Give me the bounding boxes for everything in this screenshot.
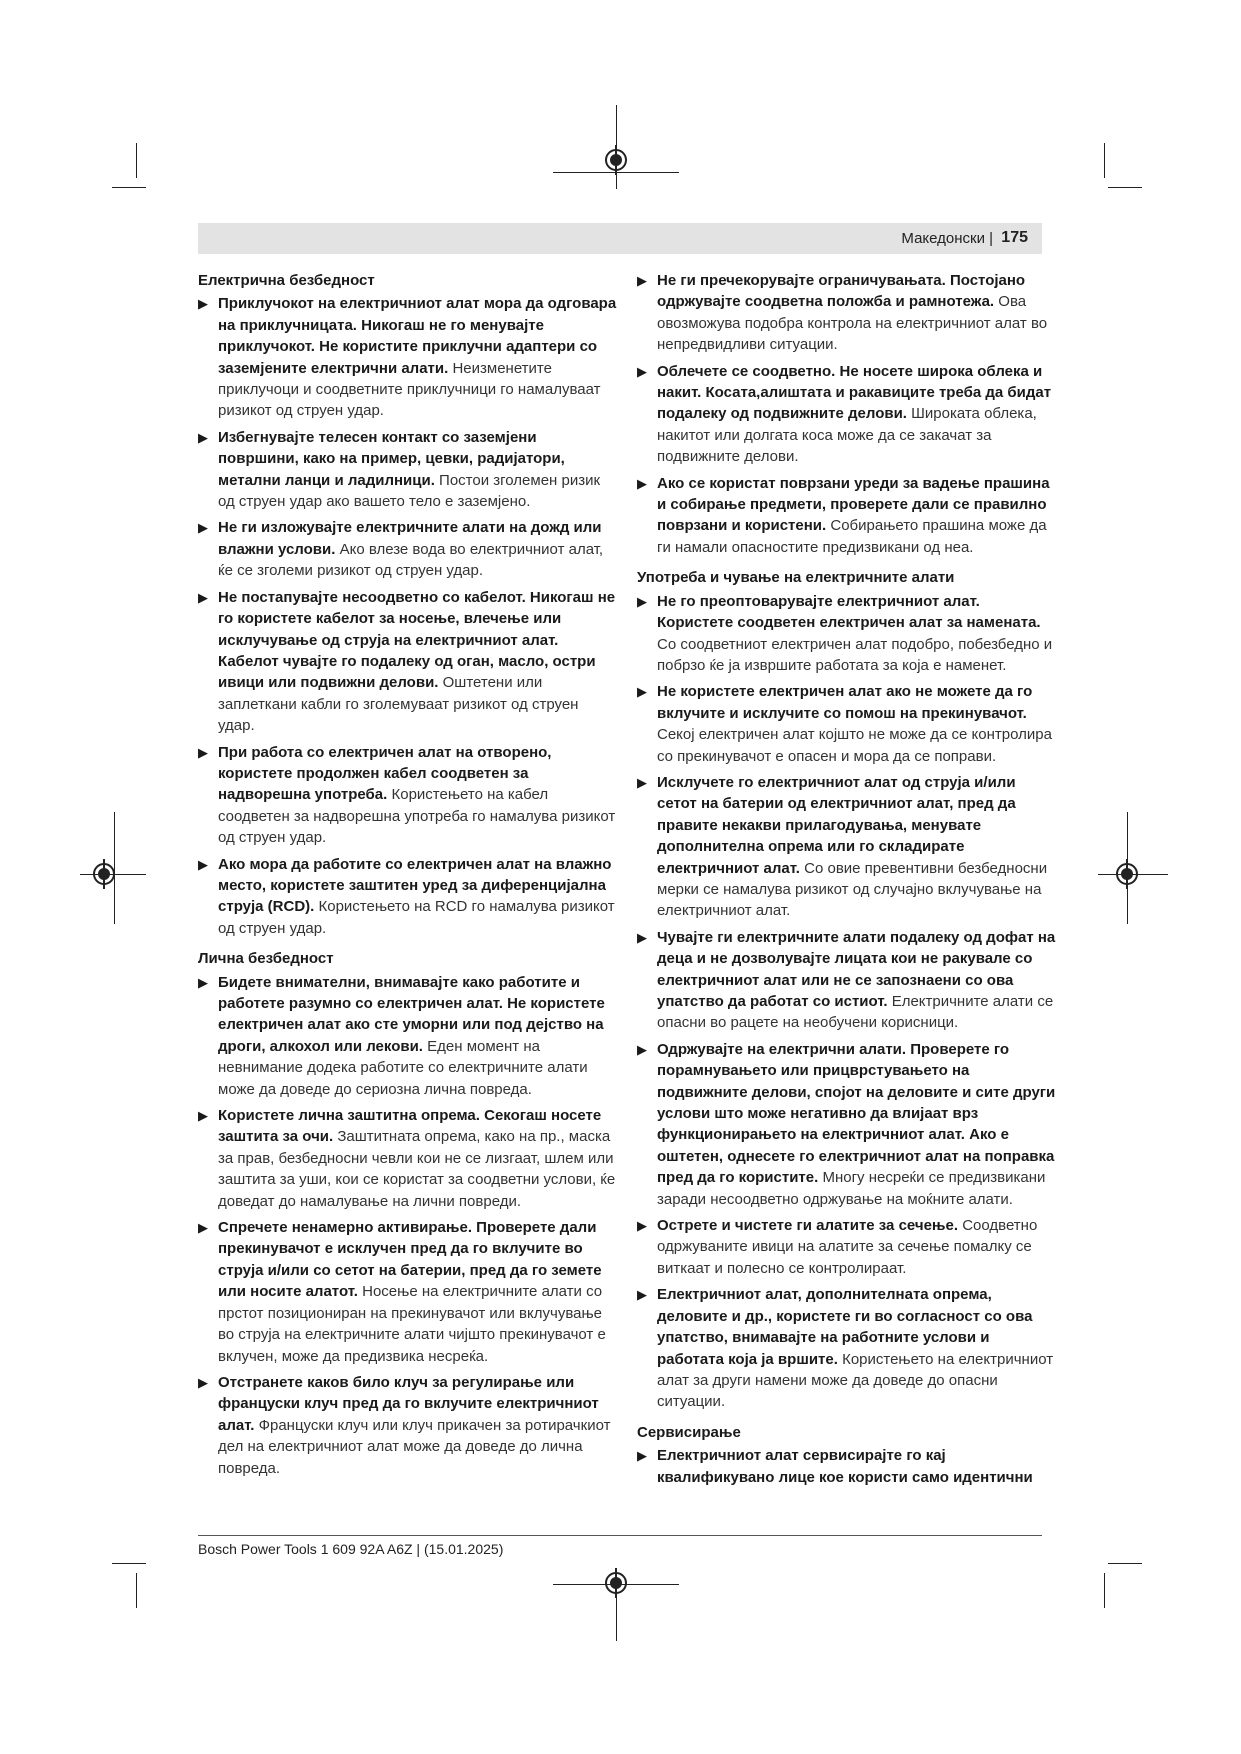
list-item — [637, 1445, 1057, 1488]
item-instruction: Не ги пречекорувајте ограничувањата. Постојано одржувајте соодветна положба и рамнотежа. — [657, 272, 1026, 311]
item-instruction: Не ги изложувајте електричните алати на дожд или влажни услови. — [218, 519, 602, 558]
bullet-arrow-icon: ▶ — [637, 273, 647, 288]
crop-mark — [1108, 1563, 1142, 1564]
item-instruction: Бидете внимателни, внимавајте како работите и работете разумно со електричен алат. Не користете електричен алат ако сте уморни или под дејство на дроги, алкохол или лекови. — [218, 973, 605, 1055]
left-column — [198, 270, 618, 1484]
list-item — [198, 1105, 618, 1212]
list-item — [637, 927, 1057, 1034]
item-instruction: Отстранете каков било клуч за регулирање или француски клуч пред да го вклучите електричниот алат. — [218, 1373, 599, 1434]
crop-mark — [1104, 1573, 1105, 1608]
header-separator: | — [989, 230, 993, 247]
registration-target-icon — [605, 149, 627, 171]
item-explanation: Соодветно одржуваните ивици на алатите за сечење помалку се виткаат и полесно се контролираат. — [657, 1217, 1038, 1277]
item-instruction: При работа со електричен алат на отворено, користете продолжен кабел соодветен за надворешна употреба. — [218, 743, 552, 804]
item-explanation: Многу несреќи се предизвикани заради несоодветно одржување на моќните алати. — [657, 1169, 1046, 1208]
list-item — [637, 473, 1057, 559]
list-item — [198, 517, 618, 581]
list-item — [637, 681, 1057, 767]
registration-target-icon — [605, 1572, 627, 1594]
item-explanation: Со соодветниот електричен алат подобро, побезбедно и побрзо ќе ја извршите работата за која е наменет. — [657, 635, 1053, 674]
item-instruction: Електричниот алат, дополнителната опрема, деловите и др., користете ги во согласност со ова упатство, внимавајте на работните услови и работата која ја вршите. — [657, 1286, 1033, 1368]
crop-mark — [112, 1563, 146, 1564]
bullet-arrow-icon: ▶ — [198, 520, 208, 536]
list-item — [198, 742, 618, 849]
bullet-arrow-icon: ▶ — [637, 774, 647, 790]
bullet-arrow-icon: ▶ — [637, 1218, 647, 1234]
bullet-arrow-icon: ▶ — [198, 744, 208, 760]
list-item — [198, 427, 618, 513]
bullet-arrow-icon: ▶ — [637, 363, 647, 379]
item-explanation: Електричните алати се опасни во рацете на необучени корисници. — [657, 993, 1054, 1032]
item-instruction: Не користете електричен алат ако не можете да го вклучите и исклучите со помош на прекинувачот. — [657, 683, 1033, 722]
item-instruction: Електричниот алат сервисирајте го кај квалификувано лице кое користи само идентични — [657, 1447, 1033, 1486]
footer-rule — [198, 1535, 1042, 1536]
crop-mark — [136, 1573, 137, 1608]
item-explanation: Неизменетите приклучоци и соодветните приклучници го намалуваат ризикот од струен удар. — [218, 359, 601, 420]
section-heading: Сервисирање — [637, 1423, 741, 1441]
list-item — [198, 1372, 618, 1479]
crop-mark — [136, 143, 137, 178]
bullet-arrow-icon: ▶ — [637, 1287, 647, 1303]
header-language: Македонски — [901, 230, 985, 247]
list-item — [198, 587, 618, 737]
section-heading: Употреба и чување на електричните алати — [637, 569, 955, 587]
crop-mark — [1104, 143, 1105, 178]
item-instruction: Облечете се соодветно. Не носете широка облека и накит. Косата,алиштата и ракавиците треба да бидат подалеку од подвижните делови. — [657, 362, 1052, 423]
registration-line — [114, 812, 115, 924]
item-instruction: Користете лична заштитна опрема. Секогаш носете заштита за очи. — [218, 1107, 602, 1146]
item-explanation: Со овие превентивни безбедносни мерки се намалува ризикот од случајно вклучување на електричниот алат. — [657, 859, 1048, 920]
item-explanation: Собирањето прашина може да ги намали опасностите предизвикани од неа. — [657, 517, 1047, 556]
list-item — [198, 1217, 618, 1367]
item-instruction: Чувајте ги електричните алати подалеку од дофат на деца и не дозволувајте лицата кои не ракувале со електричниот алат или не се запознаени со ова упатство да работат со истиот. — [657, 928, 1056, 1010]
item-instruction: Избегнувајте телесен контакт со заземјени површини, како на пример, цевки, радијатори, метални ланци и ладилници. — [218, 428, 565, 489]
registration-target-icon — [93, 863, 115, 885]
bullet-arrow-icon: ▶ — [637, 1041, 647, 1057]
item-explanation: Користењето на електричниот алат за други намени може да доведе до опасни ситуации. — [657, 1350, 1054, 1411]
list-item — [637, 591, 1057, 677]
item-explanation: Користењето на RCD го намалува ризикот од струен удар. — [218, 898, 615, 937]
list-item — [198, 972, 618, 1100]
page-header — [198, 223, 1042, 254]
item-explanation: Оштетени или заплеткани кабли го зголемуваат ризикот од струен удар. — [218, 674, 579, 735]
item-instruction: Не постапувајте несоодветно со кабелот. Никогаш не го користете кабелот за носење, влечење или исклучување од струја на електричниот алат. Кабелот чувајте го подалеку од оган, масло, остри ивици или подвижни делови. — [218, 588, 616, 692]
item-explanation: Еден момент на невнимание додека работите со електричните алати може да доведе до сериозна лична повреда. — [218, 1037, 588, 1098]
bullet-arrow-icon: ▶ — [198, 1374, 208, 1390]
list-item — [637, 1284, 1057, 1412]
item-instruction: Острете и чистете ги алатите за сечење. — [657, 1217, 959, 1235]
item-explanation: Носење на електричните алати со прстот позициониран на прекинувачот или вклучување во струја на електричните алати чијшто прекинувачот е вклучен, може да предизвика несреќа. — [218, 1283, 606, 1365]
list-item — [637, 1215, 1057, 1279]
item-explanation: Француски клуч или клуч прикачен за ротирачкиот дел на електричниот алат може да доведе до лична повреда. — [218, 1416, 611, 1477]
item-explanation: Користењето на кабел соодветен за надворешна употреба го намалува ризикот од струен удар. — [218, 786, 616, 847]
bullet-arrow-icon: ▶ — [637, 475, 647, 491]
item-instruction: Исклучете го електричниот алат од струја и/или сетот на батерии од електричниот алат, пред да правите некакви прилагодувања, менувате дополнителна опрема или го складирате електричниот алат. — [657, 773, 1016, 877]
list-item — [637, 270, 1057, 356]
footer-text: Bosch Power Tools 1 609 92A A6Z | (15.01.2025) — [198, 1541, 504, 1557]
list-item — [198, 854, 618, 940]
item-instruction: Ако мора да работите со електричен алат на влажно место, користете заштитен уред за диференцијална струја (RCD). — [218, 855, 612, 916]
bullet-arrow-icon: ▶ — [198, 1108, 208, 1124]
list-item — [637, 772, 1057, 922]
bullet-arrow-icon: ▶ — [637, 929, 647, 945]
list-item — [198, 293, 618, 421]
item-explanation: Секој електричен алат којшто не може да се контролира со прекинувачот е опасен и мора да се поправи. — [657, 726, 1052, 765]
page-number: 175 — [1001, 229, 1028, 246]
registration-target-icon — [1116, 863, 1138, 885]
section-heading: Електрична безбедност — [198, 272, 375, 289]
list-item — [637, 361, 1057, 468]
bullet-arrow-icon: ▶ — [198, 429, 208, 445]
bullet-arrow-icon: ▶ — [198, 1220, 208, 1236]
item-explanation: Постои зголемен ризик од струен удар ако вашето тело е заземјено. — [218, 471, 601, 511]
bullet-arrow-icon: ▶ — [637, 593, 647, 609]
bullet-arrow-icon: ▶ — [198, 296, 208, 312]
item-instruction: Спречете ненамерно активирање. Проверете дали прекинувачот е исклучен пред да го вклучите во струја и/или со сетот на батерии, пред да го земете или носите алатот. — [218, 1219, 602, 1301]
bullet-arrow-icon: ▶ — [198, 974, 208, 990]
bullet-arrow-icon: ▶ — [637, 684, 647, 700]
list-item — [637, 1039, 1057, 1210]
bullet-arrow-icon: ▶ — [637, 1448, 647, 1464]
item-explanation: Ова овозможува подобра контрола на електричниот алат во непредвидливи ситуации. — [657, 293, 1048, 354]
crop-mark — [1108, 187, 1142, 188]
crop-mark — [112, 187, 146, 188]
right-column — [637, 270, 1057, 1493]
item-explanation: Широката облека, накитот или долгата коса може да се закачат за подвижните делови. — [657, 405, 1037, 466]
section-heading: Лична безбедност — [198, 950, 334, 968]
bullet-arrow-icon: ▶ — [198, 589, 208, 605]
item-instruction: Не го преоптоварувајте електричниот алат. Користете соодветен електричен алат за намената. — [657, 592, 1041, 632]
item-explanation: Заштитната опрема, како на пр., маска за прав, безбедносни чевли кои не се лизгаат, шлем или заштита за уши, кои се користат за соодветни услови, ќе доведат до намалување на лични повреди. — [218, 1128, 616, 1210]
bullet-arrow-icon: ▶ — [198, 856, 208, 872]
item-instruction: Ако се користат поврзани уреди за вадење прашина и собирање предмети, проверете дали се правилно поврзани и користени. — [657, 474, 1050, 535]
item-instruction: Приклучокот на електричниот алат мора да одговара на приклучницата. Никогаш не го менувајте приклучокот. Не користите приклучни адаптери со заземјените електрични алати. — [218, 295, 617, 377]
item-explanation: Ако влезе вода во електричниот алат, ќе се зголеми ризикот од струен удар. — [218, 540, 604, 580]
item-instruction: Одржувајте на електрични алати. Проверете го порамнувањето или прицврстувањето на подвижните делови, спојот на деловите и сите други услови што може негативно да влијаат врз функционирањето на електричниот алат. Ако е оштетен, однесете го електричниот алат на поправка пред да го користите. — [657, 1040, 1056, 1187]
